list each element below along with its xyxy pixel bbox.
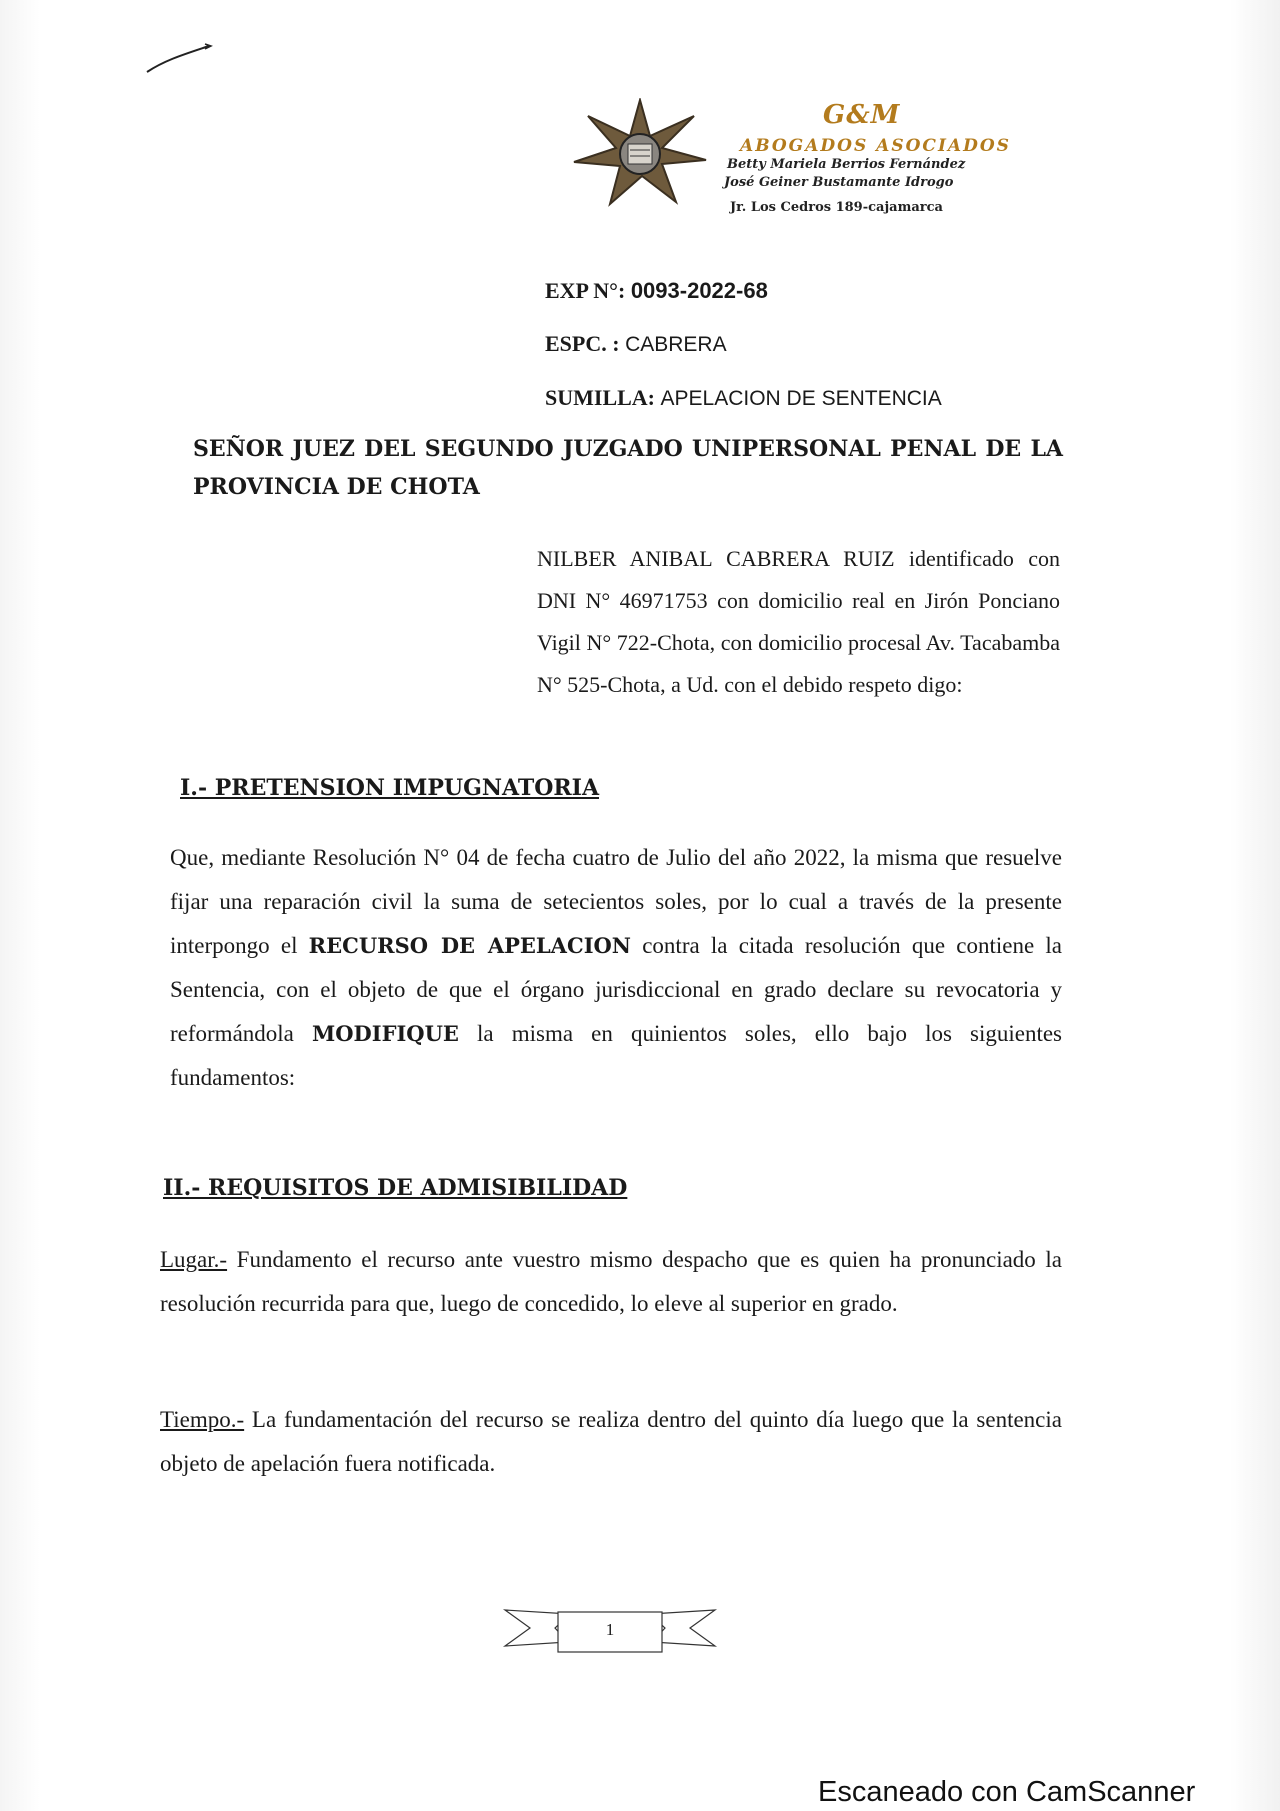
section-1-text-c: la misma en quinientos soles, ello bajo los siguientes fundamentos: <box>170 1021 1062 1090</box>
section-1-text-b: contra la citada resolución que contiene la Sentencia, con el objeto de que el órgano jurisdiccional en grado declare su revocatoria y reformándola <box>170 933 1062 1046</box>
espc-value: CABRERA <box>625 333 727 356</box>
tiempo-label: Tiempo.- <box>160 1407 245 1432</box>
section-2-lugar <box>160 1238 1062 1326</box>
firm-name: G&M <box>823 100 901 130</box>
lugar-label: Lugar.- <box>160 1247 228 1272</box>
firm-star-logo-icon <box>570 98 710 208</box>
firm-lawyer-2: José Geiner Bustamante Idrogo <box>724 175 954 190</box>
section-1-bold-modifique: MODIFIQUE <box>312 1021 459 1046</box>
header-sumilla <box>545 385 942 411</box>
court-addressee <box>193 430 1063 506</box>
pen-stroke-mark <box>145 40 215 80</box>
camscanner-watermark: Escaneado con CamScanner <box>818 1776 1196 1808</box>
header-exp <box>545 278 768 304</box>
firm-lawyer-1: Betty Mariela Berrios Fernández <box>727 157 966 172</box>
section-1-bold-recurso: RECURSO DE APELACION <box>308 933 632 958</box>
section-2-tiempo <box>160 1398 1062 1486</box>
header-espc <box>545 331 727 357</box>
appellant-intro: NILBER ANIBAL CABRERA RUIZ identificado con DNI N° 46971753 con domicilio real en Jirón Ponciano Vigil N° 722-Chota, con domicilio procesal Av. Tacabamba N° 525-Chota, a Ud. con el debido respeto digo: <box>537 546 1060 697</box>
espc-label: ESPC. : <box>545 331 620 356</box>
page-number-ribbon <box>500 1600 720 1660</box>
firm-address: Jr. Los Cedros 189-cajamarca <box>730 200 943 215</box>
exp-value: 0093-2022-68 <box>630 278 768 303</box>
sumilla-label: SUMILLA: <box>545 385 656 410</box>
sumilla-value: APELACION DE SENTENCIA <box>660 387 942 410</box>
page-number: 1 <box>605 1620 615 1639</box>
court-line-1: SEÑOR JUEZ DEL SEGUNDO JUZGADO UNIPERSONAL PENAL DE LA <box>193 436 1063 462</box>
section-1-paragraph <box>170 836 1062 1100</box>
court-line-2: PROVINCIA DE CHOTA <box>193 474 480 500</box>
section-1-heading: I.- PRETENSION IMPUGNATORIA <box>180 775 600 801</box>
lugar-text: Fundamento el recurso ante vuestro mismo despacho que es quien ha pronunciado la resolución recurrida para que, luego de concedido, lo eleve al superior en grado. <box>160 1247 1062 1316</box>
firm-subtitle: ABOGADOS ASOCIADOS <box>740 136 1011 156</box>
section-2-heading: II.- REQUISITOS DE ADMISIBILIDAD <box>163 1175 628 1201</box>
tiempo-text: La fundamentación del recurso se realiza dentro del quinto día luego que la sentencia objeto de apelación fuera notificada. <box>160 1407 1062 1476</box>
exp-label: EXP N°: <box>545 278 626 303</box>
section-1-text-a: Que, mediante Resolución N° 04 de fecha cuatro de Julio del año 2022, la misma que resuelve fijar una reparación civil la suma de setecientos soles, por lo cual a través de la presente interpongo el <box>170 845 1062 958</box>
